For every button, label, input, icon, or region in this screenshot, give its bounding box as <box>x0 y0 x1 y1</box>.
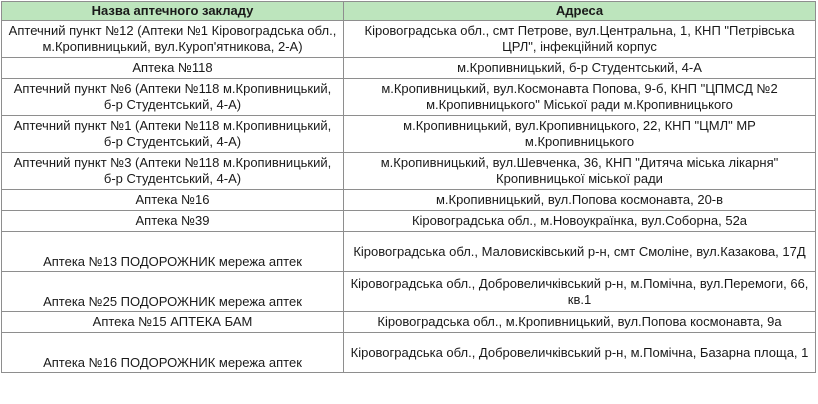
table-row <box>2 312 816 333</box>
table-row <box>2 21 816 58</box>
pharmacy-address-cell: Кіровоградська обл., смт Петрове, вул.Центральна, 1, КНП "Петрівська ЦРЛ", інфекційний корпус <box>344 21 816 58</box>
column-header-address: Адреса <box>344 2 816 21</box>
pharmacy-name-cell: Аптека №39 <box>2 211 344 232</box>
pharmacy-name-cell: Аптека №16 ПОДОРОЖНИК мережа аптек <box>2 333 344 373</box>
table-row <box>2 333 816 373</box>
table-row <box>2 116 816 153</box>
table-row <box>2 211 816 232</box>
pharmacy-address-cell: Кіровоградська обл., Маловисківський р-н, смт Смоліне, вул.Казакова, 17Д <box>344 232 816 272</box>
pharmacy-name-cell: Аптека №25 ПОДОРОЖНИК мережа аптек <box>2 272 344 312</box>
pharmacy-name-cell: Аптечний пункт №6 (Аптеки №118 м.Кропивницький, б-р Студентський, 4-А) <box>2 79 344 116</box>
pharmacy-address-cell: Кіровоградська обл., Добровеличківський р-н, м.Помічна, Базарна площа, 1 <box>344 333 816 373</box>
table-row <box>2 190 816 211</box>
column-header-name: Назва аптечного закладу <box>2 2 344 21</box>
header-row <box>2 2 816 21</box>
table-row <box>2 153 816 190</box>
pharmacy-name-cell: Аптека №16 <box>2 190 344 211</box>
pharmacy-address-cell: Кіровоградська обл., м.Новоукраїнка, вул.Соборна, 52а <box>344 211 816 232</box>
pharmacy-name-cell: Аптека №13 ПОДОРОЖНИК мережа аптек <box>2 232 344 272</box>
pharmacy-name-cell: Аптека №118 <box>2 58 344 79</box>
pharmacy-address-cell: м.Кропивницький, вул.Космонавта Попова, 9-б, КНП "ЦПМСД №2 м.Кропивницького" Міської ради м.Кропивницького <box>344 79 816 116</box>
pharmacy-address-cell: Кіровоградська обл., Добровеличківський р-н, м.Помічна, вул.Перемоги, 66, кв.1 <box>344 272 816 312</box>
pharmacy-name-cell: Аптечний пункт №1 (Аптеки №118 м.Кропивницький, б-р Студентський, 4-А) <box>2 116 344 153</box>
table-row <box>2 79 816 116</box>
pharmacy-table <box>1 1 816 373</box>
table-row <box>2 58 816 79</box>
pharmacy-address-cell: м.Кропивницький, б-р Студентський, 4-А <box>344 58 816 79</box>
table-row <box>2 232 816 272</box>
pharmacy-address-cell: м.Кропивницький, вул.Попова космонавта, 20-в <box>344 190 816 211</box>
pharmacy-address-cell: Кіровоградська обл., м.Кропивницький, вул.Попова космонавта, 9а <box>344 312 816 333</box>
pharmacy-address-cell: м.Кропивницький, вул.Шевченка, 36, КНП "Дитяча міська лікарня" Кропивницької міської ради <box>344 153 816 190</box>
pharmacy-address-cell: м.Кропивницький, вул.Кропивницького, 22, КНП "ЦМЛ" МР м.Кропивницького <box>344 116 816 153</box>
pharmacy-name-cell: Аптека №15 АПТЕКА БАМ <box>2 312 344 333</box>
pharmacy-name-cell: Аптечний пункт №12 (Аптеки №1 Кіровоградська обл., м.Кропивницький, вул.Куроп'ятникова, 2-А) <box>2 21 344 58</box>
table-row <box>2 272 816 312</box>
pharmacy-name-cell: Аптечний пункт №3 (Аптеки №118 м.Кропивницький, б-р Студентський, 4-А) <box>2 153 344 190</box>
